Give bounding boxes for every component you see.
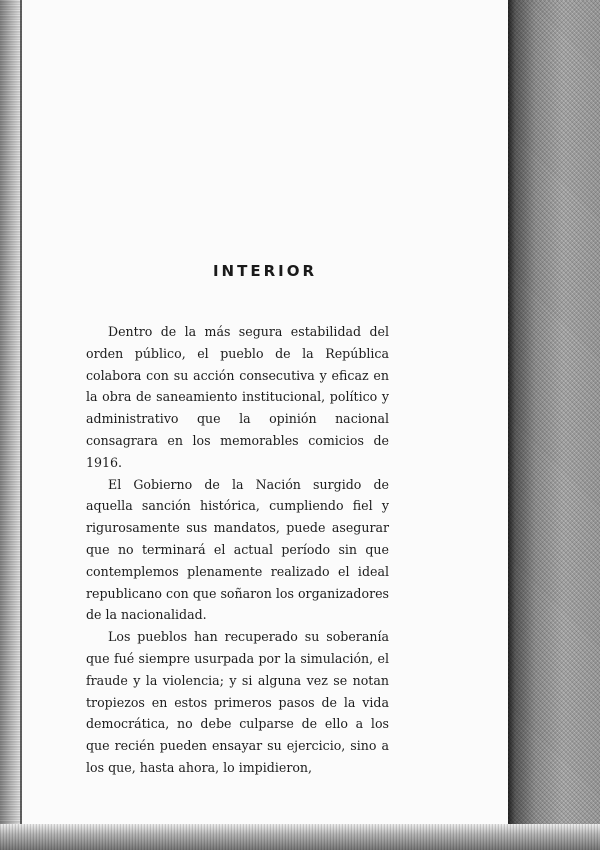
book-page bbox=[22, 0, 508, 826]
paragraph-2: El Gobierno de la Nación surgido de aquella sanción histórica, cumpliendo fiel y rigurosamente sus mandatos, puede asegurar que no terminará el actual período sin que contemplemos plenamente realizado el ideal republicano con que soñaron los organizadores de la nacionalidad. bbox=[86, 476, 389, 623]
paragraph-1: Dentro de la más segura estabilidad del orden público, el pueblo de la República colabora con su acción consecutiva y eficaz en la obra de saneamiento institucional, político y administrativo que la opinión nacional consagrara en los memorables comicios de 1916. bbox=[86, 324, 389, 470]
scan-right-edge bbox=[508, 0, 600, 850]
body-text bbox=[86, 321, 389, 779]
scan-bottom-edge bbox=[0, 824, 600, 850]
section-heading: INTERIOR bbox=[212, 262, 318, 280]
paragraph-3: Los pueblos han recuperado su soberanía que fué siempre usurpada por la simulación, el fraude y la violencia; y si alguna vez se notan tropiezos en estos primeros pasos de la vida democrática, no debe culparse de ello a los que recién pueden ensayar su ejercicio, sino a los que, hasta ahora, lo impidieron, bbox=[86, 629, 389, 775]
